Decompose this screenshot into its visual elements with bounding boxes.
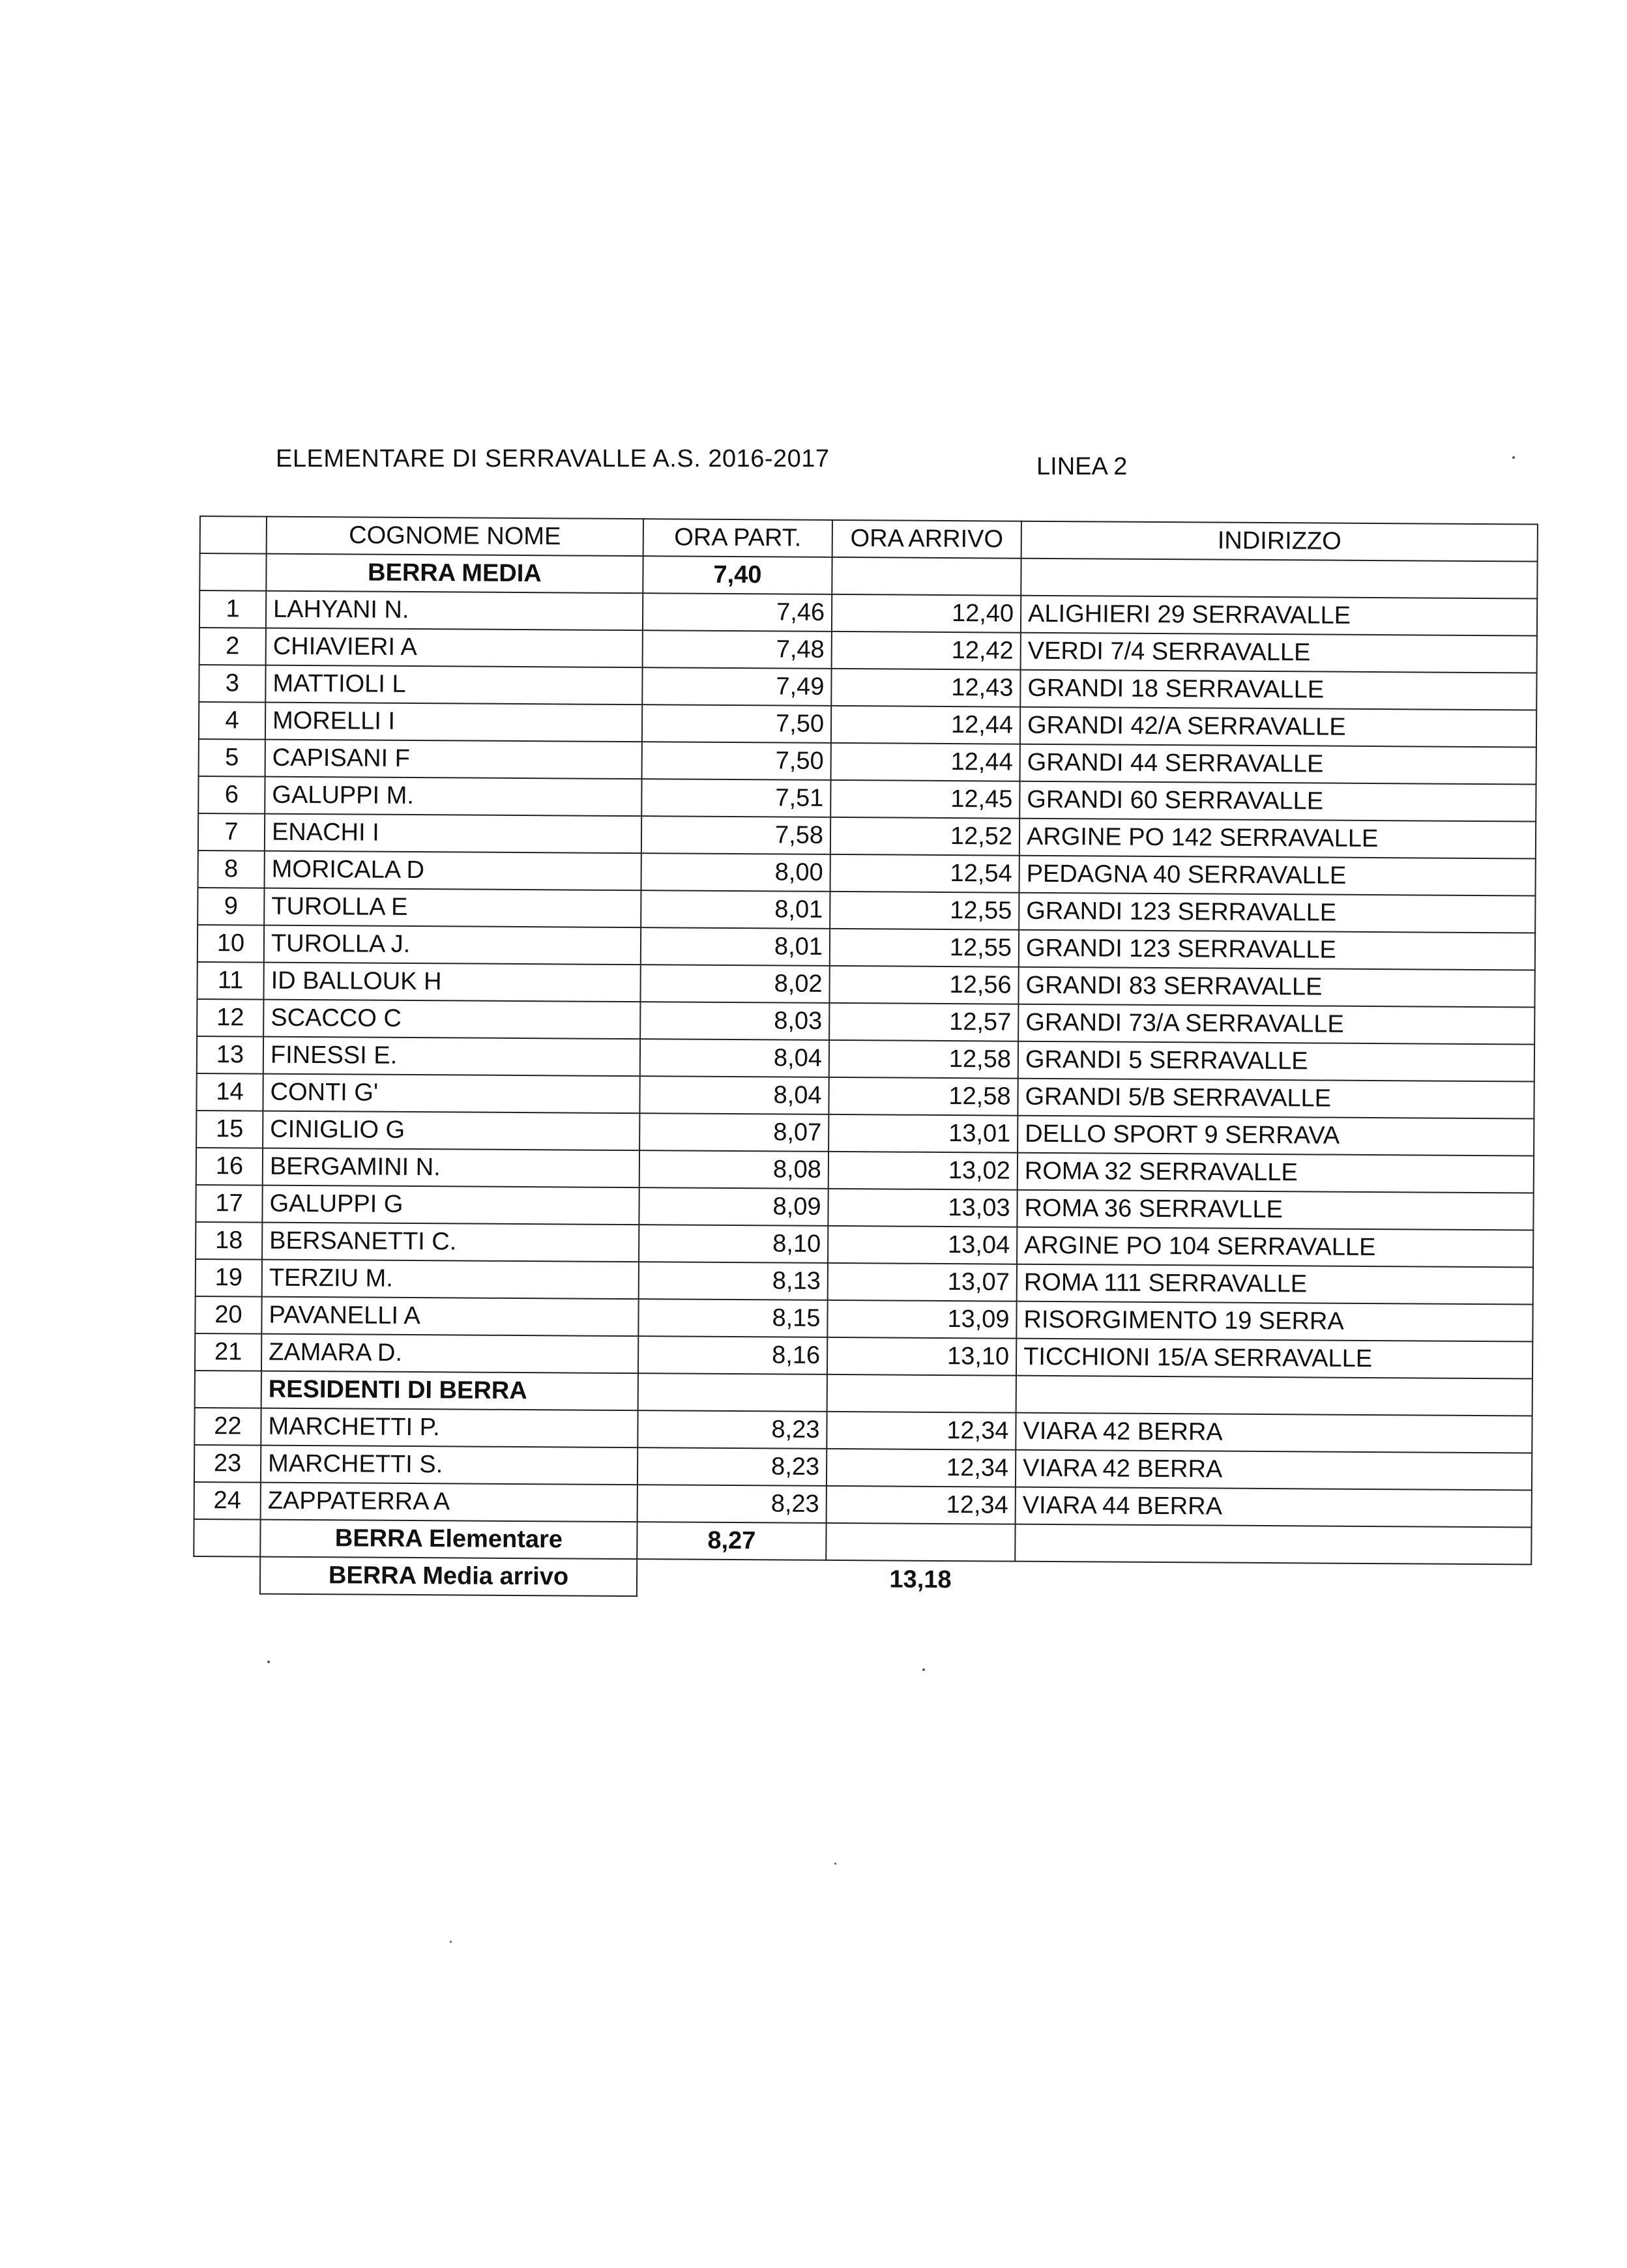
section-address <box>1016 1376 1532 1416</box>
passenger-name: MARCHETTI S. <box>261 1446 638 1485</box>
row-number: 23 <box>194 1445 261 1483</box>
address: GRANDI 60 SERRAVALLE <box>1019 781 1536 822</box>
arrival-time: 12,44 <box>831 706 1020 744</box>
start-stop-name: BERRA MEDIA <box>266 554 643 594</box>
arrival-time: 12,34 <box>827 1412 1016 1450</box>
departure-time: 8,07 <box>639 1113 828 1152</box>
row-number: 18 <box>196 1222 262 1260</box>
arrival-time: 12,40 <box>832 594 1021 633</box>
passenger-name: FINESSI E. <box>263 1037 640 1077</box>
address: GRANDI 5 SERRAVALLE <box>1018 1041 1534 1082</box>
departure-time: 8,09 <box>639 1187 828 1226</box>
passenger-name: MORELLI I <box>265 703 642 742</box>
departure-time: 8,10 <box>639 1225 828 1263</box>
row-number: 10 <box>198 925 264 963</box>
scan-speck <box>922 1668 925 1671</box>
arrival-time: 13,03 <box>828 1189 1017 1227</box>
scan-speck <box>1512 456 1515 459</box>
row-number: 19 <box>196 1259 262 1297</box>
final-arrival-row <box>194 1556 1531 1602</box>
address: ARGINE PO 104 SERRAVALLE <box>1017 1227 1533 1268</box>
final-arrival-departure <box>637 1559 826 1597</box>
address: VIARA 44 BERRA <box>1016 1487 1532 1528</box>
passenger-name: GALUPPI G <box>262 1185 639 1225</box>
departure-time: 8,16 <box>638 1336 827 1374</box>
row-number: 4 <box>199 702 265 740</box>
page-title: ELEMENTARE DI SERRAVALLE A.S. 2016-2017 <box>276 445 830 472</box>
departure-time: 7,50 <box>642 705 831 743</box>
row-number: 14 <box>196 1073 263 1111</box>
row-number: 11 <box>197 962 263 1000</box>
arrival-time: 12,43 <box>831 669 1020 707</box>
passenger-name: ZAMARA D. <box>261 1334 638 1374</box>
row-number: 16 <box>196 1148 263 1185</box>
passenger-name: BERSANETTI C. <box>262 1223 639 1262</box>
arrival-time: 13,09 <box>827 1300 1016 1339</box>
column-header-number <box>200 516 267 554</box>
passenger-name: GALUPPI M. <box>265 777 641 817</box>
departure-time: 8,23 <box>638 1410 827 1449</box>
row-number: 7 <box>198 813 265 851</box>
address: GRANDI 123 SERRAVALLE <box>1019 893 1535 933</box>
section-title: RESIDENTI DI BERRA <box>261 1371 638 1411</box>
passenger-name: TUROLLA E <box>264 888 641 928</box>
address: VIARA 42 BERRA <box>1016 1450 1532 1490</box>
column-header-address: INDIRIZZO <box>1021 521 1538 562</box>
address: ROMA 111 SERRAVALLE <box>1017 1264 1533 1305</box>
departure-time: 8,01 <box>641 927 830 966</box>
line-label: LINEA 2 <box>1036 453 1128 480</box>
row-number: 20 <box>195 1296 261 1334</box>
departure-time: 8,03 <box>640 1002 829 1040</box>
departure-time: 8,23 <box>638 1447 827 1486</box>
start-stop-arrival <box>832 557 1021 596</box>
scan-speck <box>267 1661 270 1663</box>
passenger-name: CONTI G' <box>263 1074 639 1114</box>
address: GRANDI 83 SERRAVALLE <box>1018 967 1534 1008</box>
row-number: 2 <box>199 628 266 665</box>
departure-time: 7,46 <box>643 593 832 632</box>
row-number: 5 <box>199 739 265 777</box>
row-number: 1 <box>199 590 266 628</box>
end-stop-name: BERRA Elementare <box>260 1520 637 1560</box>
row-number: 15 <box>196 1111 263 1148</box>
arrival-time: 12,45 <box>830 780 1019 819</box>
arrival-time: 12,57 <box>829 1003 1018 1041</box>
section-departure <box>638 1373 827 1412</box>
departure-time: 8,15 <box>638 1299 827 1337</box>
departure-time: 8,13 <box>639 1262 828 1300</box>
passenger-name: MARCHETTI P. <box>261 1408 638 1448</box>
column-header-name: COGNOME NOME <box>267 517 643 557</box>
arrival-time: 13,01 <box>828 1114 1018 1153</box>
address: GRANDI 18 SERRAVALLE <box>1020 670 1536 710</box>
final-arrival-number <box>194 1556 260 1594</box>
departure-time: 8,00 <box>641 853 830 892</box>
final-arrival-address <box>1015 1562 1531 1602</box>
row-number: 13 <box>197 1036 263 1074</box>
address: PEDAGNA 40 SERRAVALLE <box>1019 856 1535 896</box>
end-stop-arrival <box>826 1523 1015 1562</box>
arrival-time: 12,52 <box>830 817 1019 856</box>
column-header-departure: ORA PART. <box>643 519 832 557</box>
address: ARGINE PO 142 SERRAVALLE <box>1019 819 1536 859</box>
row-number: 9 <box>198 888 264 925</box>
row-number: 12 <box>197 999 263 1037</box>
arrival-time: 13,10 <box>827 1337 1016 1376</box>
departure-time: 8,01 <box>641 890 830 929</box>
departure-time: 8,08 <box>639 1150 828 1189</box>
address: ROMA 36 SERRAVLLE <box>1017 1190 1533 1230</box>
end-stop-number <box>194 1519 260 1557</box>
end-stop-address <box>1015 1524 1531 1565</box>
departure-time: 7,48 <box>643 630 832 669</box>
address: TICCHIONI 15/A SERRAVALLE <box>1016 1339 1532 1379</box>
departure-time: 7,49 <box>642 667 831 706</box>
row-number: 17 <box>196 1185 262 1223</box>
address: RISORGIMENTO 19 SERRA <box>1016 1301 1532 1342</box>
departure-time: 8,04 <box>640 1039 829 1077</box>
column-header-arrival: ORA ARRIVO <box>832 520 1021 559</box>
arrival-time: 12,34 <box>827 1449 1016 1487</box>
address: GRANDI 42/A SERRAVALLE <box>1020 707 1536 748</box>
departure-time: 8,23 <box>638 1485 827 1523</box>
passenger-name: PAVANELLI A <box>261 1297 638 1337</box>
address: DELLO SPORT 9 SERRAVA <box>1018 1116 1534 1156</box>
bus-roster-table <box>193 516 1538 1603</box>
departure-time: 7,58 <box>641 816 830 854</box>
departure-time: 7,50 <box>642 742 831 780</box>
row-number: 24 <box>194 1482 261 1520</box>
passenger-name: ENACHI I <box>265 814 641 854</box>
address: ALIGHIERI 29 SERRAVALLE <box>1021 596 1537 636</box>
row-number: 3 <box>199 665 265 703</box>
section-arrival <box>827 1374 1016 1413</box>
passenger-name: MORICALA D <box>265 851 641 891</box>
arrival-time: 13,04 <box>828 1226 1017 1264</box>
passenger-name: LAHYANI N. <box>266 591 643 631</box>
start-stop-departure: 7,40 <box>643 556 832 594</box>
final-arrival-time: 13,18 <box>889 1565 952 1593</box>
address: GRANDI 123 SERRAVALLE <box>1019 930 1535 970</box>
arrival-time: 12,42 <box>832 632 1021 670</box>
departure-time: 8,02 <box>640 965 829 1003</box>
departure-time: 7,51 <box>641 779 830 817</box>
arrival-time: 13,07 <box>828 1263 1017 1301</box>
passenger-name: CINIGLIO G <box>263 1111 639 1151</box>
arrival-time: 12,58 <box>828 1077 1018 1116</box>
arrival-time: 12,58 <box>829 1040 1018 1079</box>
section-number <box>195 1371 261 1408</box>
passenger-name: SCACCO C <box>263 1000 640 1040</box>
row-number: 6 <box>198 776 265 814</box>
row-number: 21 <box>195 1333 261 1371</box>
address: ROMA 32 SERRAVALLE <box>1018 1153 1534 1193</box>
row-number: 22 <box>194 1408 261 1446</box>
arrival-time: 12,34 <box>827 1486 1016 1524</box>
final-arrival-name: BERRA Media arrivo <box>260 1557 637 1597</box>
passenger-name: ZAPPATERRA A <box>261 1483 638 1522</box>
arrival-time: 12,56 <box>829 966 1018 1004</box>
passenger-name: MATTIOLI L <box>265 665 642 705</box>
departure-time: 8,04 <box>639 1076 828 1114</box>
arrival-time: 12,54 <box>830 854 1019 893</box>
address: VERDI 7/4 SERRAVALLE <box>1021 633 1537 673</box>
row-number: 8 <box>198 850 265 888</box>
end-stop-departure: 8,27 <box>637 1522 826 1560</box>
arrival-time: 12,55 <box>830 929 1019 967</box>
address: GRANDI 44 SERRAVALLE <box>1020 744 1536 785</box>
arrival-time: 13,02 <box>828 1152 1018 1190</box>
arrival-time: 12,44 <box>831 743 1020 781</box>
roster-body <box>194 516 1538 1602</box>
start-stop-address <box>1021 559 1537 599</box>
scan-speck <box>450 1941 452 1943</box>
passenger-name: BERGAMINI N. <box>263 1148 639 1188</box>
address: VIARA 42 BERRA <box>1016 1413 1532 1453</box>
address: GRANDI 5/B SERRAVALLE <box>1018 1079 1534 1119</box>
passenger-name: CHIAVIERI A <box>266 628 643 668</box>
arrival-time: 12,55 <box>830 892 1019 930</box>
address: GRANDI 73/A SERRAVALLE <box>1018 1004 1534 1045</box>
scan-speck <box>834 1863 836 1865</box>
start-stop-number <box>199 553 266 591</box>
passenger-name: TERZIU M. <box>262 1260 639 1300</box>
passenger-name: ID BALLOUK H <box>263 963 640 1002</box>
passenger-name: TUROLLA J. <box>264 925 641 965</box>
passenger-name: CAPISANI F <box>265 740 642 779</box>
